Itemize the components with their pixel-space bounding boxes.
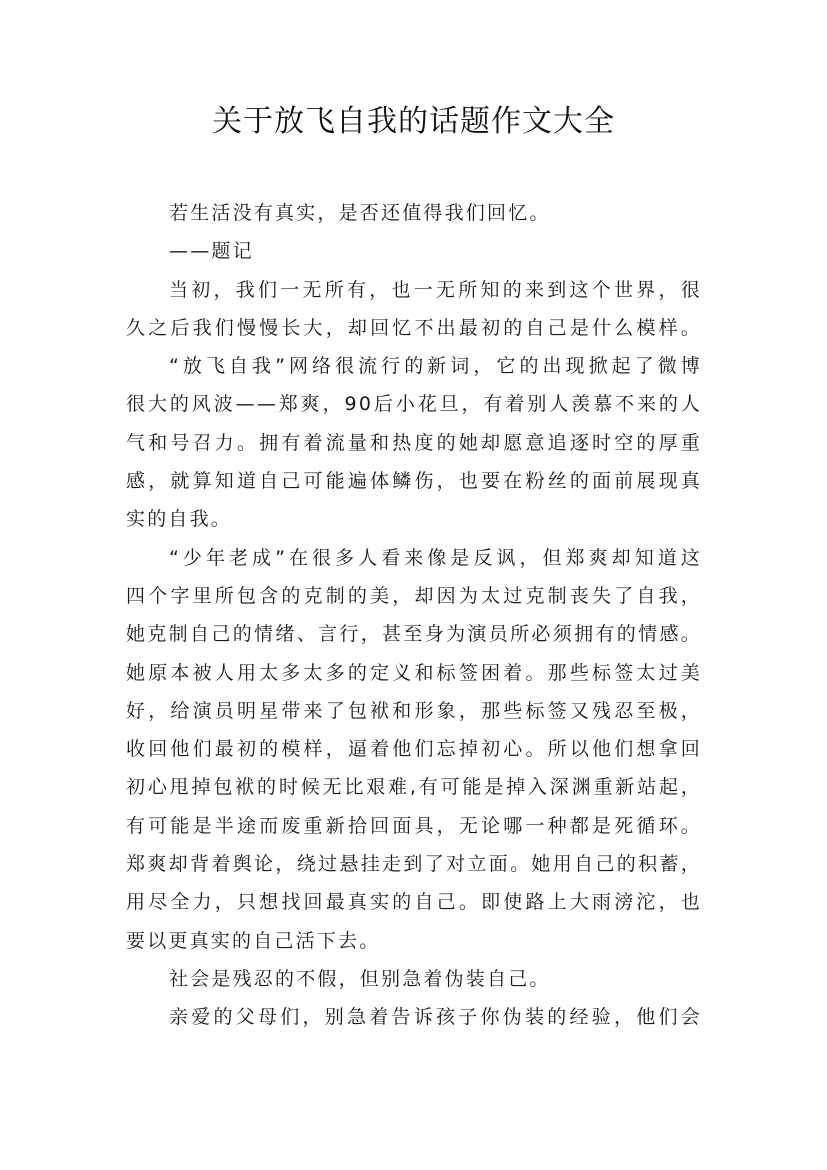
text-line: 若生活没有真实，是否还值得我们回忆。 [169, 202, 551, 224]
document-body [126, 194, 702, 1037]
text-line: 气和号召力。拥有着流量和热度的她却愿意追逐时空的厚重 [126, 431, 702, 454]
text-line: 收回他们最初的模样，逼着他们忘掉初心。所以他们想拿回 [126, 738, 702, 761]
text-line: 她原本被人用太多太多的定义和标签困着。那些标签太过美 [126, 661, 702, 684]
text-line: 四个字里所包含的克制的美，却因为太过克制丧失了自我， [126, 584, 702, 607]
document-title: 关于放飞自我的话题作文大全 [212, 104, 615, 139]
text-line: ——题记 [169, 240, 254, 263]
text-line: 亲爱的父母们，别急着告诉孩子你伪装的经验，他们会 [169, 1006, 702, 1029]
text-line: 实的自我。 [126, 508, 233, 531]
text-line: 要以更真实的自己活下去。 [126, 929, 381, 952]
text-line: 用尽全力，只想找回最真实的自己。即使路上大雨滂沱，也 [126, 891, 702, 914]
text-line: 很大的风波——郑爽，90后小花旦，有着别人羡慕不来的人 [126, 393, 702, 416]
text-line: 初心甩掉包袱的时候无比艰难,有可能是掉入深渊重新站起， [126, 776, 702, 799]
text-line: 久之后我们慢慢长大，却回忆不出最初的自己是什么模样。 [126, 316, 702, 339]
text-line: 郑爽却背着舆论，绕过悬挂走到了对立面。她用自己的积蓄， [126, 853, 702, 876]
text-line: 有可能是半途而废重新拾回面具，无论哪一种都是死循环。 [126, 814, 702, 837]
text-line: 她克制自己的情绪、言行，甚至身为演员所必须拥有的情感。 [126, 623, 702, 646]
text-line: “少年老成”在很多人看来像是反讽，但郑爽却知道这 [169, 546, 702, 569]
text-line: “放飞自我”网络很流行的新词，它的出现掀起了微博 [169, 355, 702, 378]
text-line: 感，就算知道自己可能遍体鳞伤，也要在粉丝的面前展现真 [126, 470, 702, 493]
text-line: 当初，我们一无所有，也一无所知的来到这个世界，很 [169, 278, 702, 301]
text-line: 社会是残忍的不假，但别急着伪装自己。 [169, 967, 551, 990]
text-line: 好，给演员明星带来了包袱和形象，那些标签又残忍至极， [126, 699, 702, 722]
